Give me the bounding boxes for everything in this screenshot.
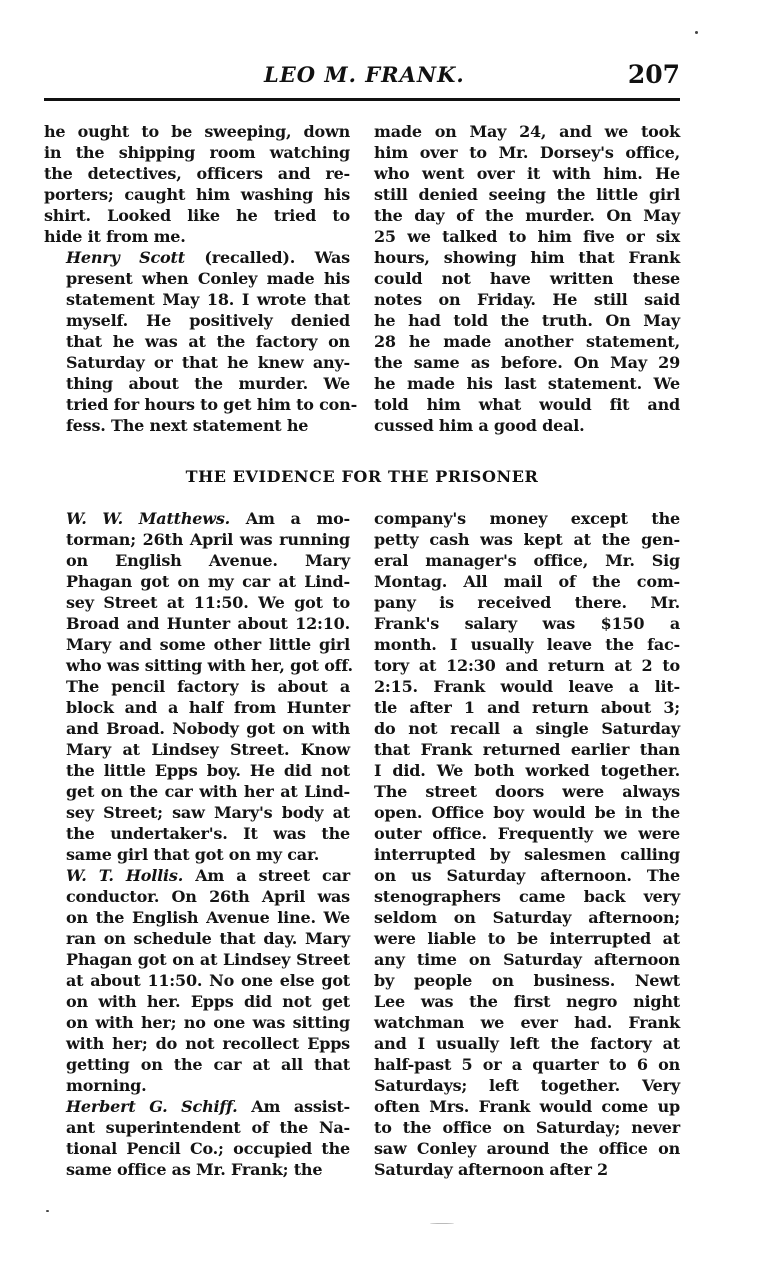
- text-line: Phagan got on at Lindsey Street: [66, 950, 350, 969]
- text-line: Montag. All mail of the com-: [374, 572, 680, 591]
- text-line: Lee was the first negro night: [374, 992, 680, 1011]
- witness-name: Herbert G. Schiff.: [66, 1097, 238, 1116]
- text-line: saw Conley around the office on: [374, 1139, 680, 1158]
- text-line: notes on Friday. He still said: [374, 290, 680, 309]
- text-line: the same as before. On May 29: [374, 353, 680, 372]
- text-line: Broad and Hunter about 12:10.: [66, 614, 350, 633]
- text-line: hide it from me.: [44, 227, 186, 246]
- text-line: do not recall a single Saturday: [374, 719, 680, 738]
- paragraph: [374, 121, 680, 436]
- text-line: with her; do not recollect Epps: [66, 1034, 350, 1053]
- text-line: porters; caught him washing his: [44, 185, 350, 204]
- text-line: myself. He positively denied: [66, 311, 350, 330]
- text-line: half-past 5 or a quarter to 6 on: [374, 1055, 680, 1074]
- bottom-left-column: [44, 508, 353, 1180]
- text-line: W. T. Hollis. Am a street car: [66, 866, 350, 885]
- text-line: pany is received there. Mr.: [374, 593, 680, 612]
- text-line: thing about the murder. We: [66, 374, 350, 393]
- text-line: that he was at the factory on: [66, 332, 350, 351]
- text-line: who went over it with him. He: [374, 164, 680, 183]
- text-line: 28 he made another statement,: [374, 332, 680, 351]
- text-line: ant superintendent of the Na-: [66, 1118, 350, 1137]
- text-line: company's money except the: [374, 509, 680, 528]
- text-line: Phagan got on my car at Lind-: [66, 572, 350, 591]
- text-line: watchman we ever had. Frank: [374, 1013, 680, 1032]
- text-line: same office as Mr. Frank; the: [66, 1160, 323, 1179]
- witness-name: Henry Scott: [66, 248, 185, 267]
- text-line: get on the car with her at Lind-: [66, 782, 350, 801]
- text-line: at about 11:50. No one else got: [66, 971, 350, 990]
- text-line: Mary and some other little girl: [66, 635, 350, 654]
- text-line: Saturdays; left together. Very: [374, 1076, 680, 1095]
- witness-name: W. W. Matthews.: [66, 509, 231, 528]
- text-line: present when Conley made his: [66, 269, 350, 288]
- text-line: he made his last statement. We: [374, 374, 680, 393]
- text-line: seldom on Saturday afternoon;: [374, 908, 680, 927]
- running-head: [44, 60, 680, 96]
- text-line: morning.: [66, 1076, 147, 1095]
- text-line: the undertaker's. It was the: [66, 824, 350, 843]
- text-line: hours, showing him that Frank: [374, 248, 680, 267]
- text-line: W. W. Matthews. Am a mo-: [66, 509, 350, 528]
- text-line: in the shipping room watching: [44, 143, 350, 162]
- text-line: 25 we talked to him five or six: [374, 227, 680, 246]
- text-line: Saturday afternoon after 2: [374, 1160, 608, 1179]
- text-line: stenographers came back very: [374, 887, 680, 906]
- text-line: the little Epps boy. He did not: [66, 761, 350, 780]
- top-left-column: [44, 121, 358, 436]
- text-line: he had told the truth. On May: [374, 311, 680, 330]
- text-line: ran on schedule that day. Mary: [66, 929, 350, 948]
- text-line: getting on the car at all that: [66, 1055, 350, 1074]
- paragraph: [44, 508, 353, 865]
- text-line: block and a half from Hunter: [66, 698, 350, 717]
- bottom-right-column: [374, 508, 680, 1180]
- text-line: Frank's salary was $150 a: [374, 614, 680, 633]
- paragraph: [374, 508, 680, 1180]
- header-rule: [44, 98, 680, 101]
- text-line: cussed him a good deal.: [374, 416, 585, 435]
- text-line: were liable to be interrupted at: [374, 929, 680, 948]
- text-line: The pencil factory is about a: [66, 677, 350, 696]
- text-line: tory at 12:30 and return at 2 to: [374, 656, 680, 675]
- top-columns: [44, 121, 680, 436]
- text-line: same girl that got on my car.: [66, 845, 320, 864]
- text-line: Saturday or that he knew any-: [66, 353, 350, 372]
- text-line: statement May 18. I wrote that: [66, 290, 350, 309]
- paragraph: [44, 865, 350, 1096]
- text-line: sey Street; saw Mary's body at: [66, 803, 350, 822]
- text-line: on English Avenue. Mary: [66, 551, 350, 570]
- text-line: he ought to be sweeping, down: [44, 122, 350, 141]
- running-title: LEO M. FRANK.: [264, 62, 465, 87]
- text-line: tional Pencil Co.; occupied the: [66, 1139, 350, 1158]
- text-line: on us Saturday afternoon. The: [374, 866, 680, 885]
- text-line: open. Office boy would be in the: [374, 803, 680, 822]
- text-line: that Frank returned earlier than: [374, 740, 680, 759]
- text-line: interrupted by salesmen calling: [374, 845, 680, 864]
- text-line: the detectives, officers and re-: [44, 164, 350, 183]
- text-line: often Mrs. Frank would come up: [374, 1097, 680, 1116]
- text-line: and I usually left the factory at: [374, 1034, 680, 1053]
- text-line: Herbert G. Schiff. Am assist-: [66, 1097, 350, 1116]
- text-line: petty cash was kept at the gen-: [374, 530, 680, 549]
- text-line: who was sitting with her, got off.: [66, 656, 353, 675]
- text-line: on the English Avenue line. We: [66, 908, 350, 927]
- scan-speck: [695, 31, 698, 34]
- text-line: any time on Saturday afternoon: [374, 950, 680, 969]
- scan-speck: [46, 1210, 49, 1212]
- text-line: shirt. Looked like he tried to: [44, 206, 350, 225]
- top-right-column: [374, 121, 680, 436]
- paragraph: [44, 121, 350, 247]
- text-line: and Broad. Nobody got on with: [66, 719, 350, 738]
- text-line: could not have written these: [374, 269, 680, 288]
- text-line: fess. The next statement he: [66, 416, 309, 435]
- text-line: outer office. Frequently we were: [374, 824, 680, 843]
- text-line: Mary at Lindsey Street. Know: [66, 740, 350, 759]
- section-heading: THE EVIDENCE FOR THE PRISONER: [185, 467, 539, 486]
- text-line: on with her. Epps did not get: [66, 992, 350, 1011]
- text-line: told him what would fit and: [374, 395, 680, 414]
- text-line: by people on business. Newt: [374, 971, 680, 990]
- text-line: conductor. On 26th April was: [66, 887, 350, 906]
- page-number: 207: [627, 60, 680, 89]
- text-line: sey Street at 11:50. We got to: [66, 593, 350, 612]
- text-line: the day of the murder. On May: [374, 206, 680, 225]
- paragraph: [44, 1096, 350, 1180]
- text-line: still denied seeing the little girl: [374, 185, 680, 204]
- paragraph: [44, 247, 358, 436]
- bottom-columns: [44, 508, 680, 1180]
- scan-speck: [430, 1223, 454, 1224]
- text-line: him over to Mr. Dorsey's office,: [374, 143, 680, 162]
- text-line: tle after 1 and return about 3;: [374, 698, 680, 717]
- text-line: Henry Scott (recalled). Was: [66, 248, 350, 267]
- text-line: The street doors were always: [374, 782, 680, 801]
- text-line: to the office on Saturday; never: [374, 1118, 680, 1137]
- text-line: 2:15. Frank would leave a lit-: [374, 677, 680, 696]
- text-line: tried for hours to get him to con-: [66, 395, 358, 414]
- text-line: I did. We both worked together.: [374, 761, 680, 780]
- text-line: torman; 26th April was running: [66, 530, 350, 549]
- text-line: on with her; no one was sitting: [66, 1013, 350, 1032]
- witness-name: W. T. Hollis.: [66, 866, 184, 885]
- text-line: eral manager's office, Mr. Sig: [374, 551, 680, 570]
- text-line: made on May 24, and we took: [374, 122, 680, 141]
- text-line: month. I usually leave the fac-: [374, 635, 680, 654]
